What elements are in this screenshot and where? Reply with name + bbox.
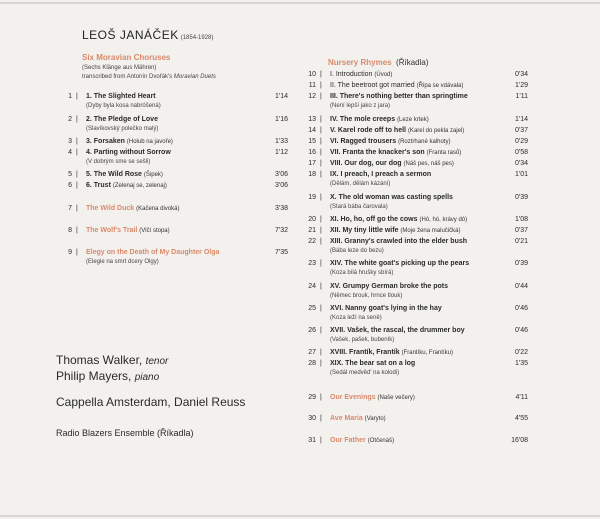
track-title	[330, 126, 464, 136]
track-original-title: (Leze krtek)	[397, 117, 429, 123]
track-title	[330, 326, 465, 335]
track-title-text: XVI. Nanny goat's lying in the hay	[330, 305, 442, 312]
track-title	[86, 115, 158, 124]
track-title-text: XII. My tiny little wife	[330, 227, 399, 234]
top-edge	[0, 2, 600, 4]
track-title-text: The Wild Duck	[86, 205, 135, 212]
track-duration: 0'46	[514, 305, 528, 312]
track-original-title: (Němec brouk, hrnce tlouk)	[330, 293, 403, 299]
track-title-text: XIV. The white goat's picking up the pears	[330, 260, 470, 267]
track-title	[330, 436, 394, 446]
track-row	[58, 248, 298, 268]
performer-piano	[56, 369, 245, 385]
track-original-title: (Bába leze do bezu)	[330, 248, 384, 254]
track-row	[302, 237, 542, 257]
track-title-text: II. The beetroot got married	[330, 82, 415, 89]
track-title	[330, 170, 431, 179]
track-row	[302, 326, 542, 346]
left-section-sub2	[82, 73, 302, 82]
composer-heading	[82, 28, 213, 42]
track-original-title: (V dobrým sme se sešli)	[86, 159, 151, 165]
track-number: 11	[308, 82, 316, 89]
track-duration: 7'32	[274, 227, 288, 234]
right-section-header	[328, 52, 429, 70]
track-duration: 3'06	[274, 171, 288, 178]
track-duration: 1'29	[514, 82, 528, 89]
track-number: 7	[68, 205, 72, 212]
bottom-edge	[0, 515, 600, 517]
track-title-text: VIII. Our dog, our dog	[330, 160, 402, 167]
track-title	[86, 226, 170, 236]
track-separator: |	[76, 171, 78, 178]
track-separator: |	[320, 82, 322, 89]
track-separator: |	[320, 437, 322, 444]
track-title-text: XV. Grumpy German broke the pots	[330, 283, 448, 290]
track-number: 26	[308, 327, 316, 334]
track-separator: |	[76, 182, 78, 189]
track-original-title: (Řipa se vdávala)	[416, 83, 464, 89]
track-original-title: (Dělám, dělám kázání)	[330, 181, 391, 187]
track-title	[330, 70, 392, 80]
track-title-text: VI. Ragged trousers	[330, 138, 397, 145]
track-number: 16	[308, 149, 316, 156]
track-separator: |	[320, 93, 322, 100]
track-title	[330, 92, 468, 101]
track-original-title: (Zelenaj se, zelenaj)	[112, 183, 167, 189]
track-separator: |	[320, 160, 322, 167]
track-title	[330, 304, 442, 313]
track-row	[302, 193, 542, 213]
track-number: 13	[308, 116, 316, 123]
left-section-sub2-italic: Moravian Duets	[173, 74, 216, 80]
track-title-text: Elegy on the Death of My Daughter Olga	[86, 249, 220, 256]
track-duration: 1'35	[514, 360, 528, 367]
track-separator: |	[320, 238, 322, 245]
track-separator: |	[320, 349, 322, 356]
track-title	[330, 282, 448, 291]
track-original-title: (Vašek, pašek, bubeník)	[330, 337, 395, 343]
track-duration: 0'34	[514, 71, 528, 78]
track-separator: |	[320, 71, 322, 78]
track-row	[58, 226, 298, 246]
track-number: 28	[308, 360, 316, 367]
track-separator: |	[76, 138, 78, 145]
track-number: 27	[308, 349, 316, 356]
track-original-title: (Koza leží na seně)	[330, 315, 382, 321]
track-number: 3	[68, 138, 72, 145]
track-original-title: (Holub na javoře)	[126, 139, 173, 145]
track-original-title: (Frantíku, Frantíku)	[401, 350, 453, 356]
track-title	[330, 226, 460, 236]
track-duration: 1'33	[274, 138, 288, 145]
left-section-sub1: (Sechs Klänge aus Mähren)	[82, 65, 157, 71]
track-title-text: 3. Forsaken	[86, 138, 125, 145]
track-duration: 3'38	[274, 205, 288, 212]
track-number: 25	[308, 305, 316, 312]
track-original-title: (Sedál medvěd' na kolodi)	[330, 370, 400, 376]
track-original-title: (Varyto)	[364, 416, 386, 422]
track-separator: |	[76, 116, 78, 123]
track-separator: |	[320, 360, 322, 367]
track-original-title: (Karel do pekla zajel)	[407, 128, 465, 134]
track-original-title: (Není lepší jako z jara)	[330, 103, 391, 109]
track-title-text: 1. The Slighted Heart	[86, 93, 156, 100]
track-number: 4	[68, 149, 72, 156]
track-number: 18	[308, 171, 316, 178]
track-title-text: XIX. The bear sat on a log	[330, 360, 416, 367]
track-number: 2	[68, 116, 72, 123]
track-number: 9	[68, 249, 72, 256]
track-original-title: (Roztrhané kalhoty)	[398, 139, 451, 145]
left-section-title: Six Moravian Choruses	[82, 53, 171, 62]
track-row	[302, 414, 542, 434]
track-row	[302, 259, 542, 279]
performer-tenor	[56, 353, 245, 369]
right-section-title: Nursery Rhymes	[328, 58, 392, 67]
track-title-text: Our Evenings	[330, 394, 376, 401]
track-original-title: (Moje žena malučičká)	[400, 228, 461, 234]
track-row	[58, 92, 298, 112]
track-original-title: (Koza bílá hrušky sbírá)	[330, 270, 394, 276]
track-title	[86, 92, 156, 101]
track-separator: |	[320, 283, 322, 290]
track-number: 19	[308, 194, 316, 201]
right-section-paren: (Říkadla)	[396, 58, 429, 67]
track-original-title: (Franta rasů)	[426, 150, 462, 156]
track-row	[58, 115, 298, 135]
tenor-name: Thomas Walker,	[56, 353, 143, 367]
track-duration: 0'58	[514, 149, 528, 156]
track-title-text: V. Karel rode off to hell	[330, 127, 406, 134]
track-duration: 0'29	[514, 138, 528, 145]
track-number: 30	[308, 415, 316, 422]
track-original-title: (Stará bába čarovala)	[330, 204, 388, 210]
track-original-title: (Náš pes, náš pes)	[403, 161, 454, 167]
track-original-title: (Naše večery)	[377, 395, 415, 401]
track-row	[302, 304, 542, 324]
left-section-sub2-text: transcribed from Antonín Dvořák's	[82, 74, 174, 80]
track-number: 29	[308, 394, 316, 401]
track-title	[330, 193, 453, 202]
track-title-text: VII. Franta the knacker's son	[330, 149, 425, 156]
track-duration: 0'44	[514, 283, 528, 290]
track-title-text: IX. I preach, I preach a sermon	[330, 171, 432, 178]
track-title	[86, 170, 163, 180]
track-separator: |	[76, 249, 78, 256]
track-row	[302, 393, 542, 413]
composer-name: LEOŠ JANÁČEK	[82, 28, 179, 42]
track-title	[330, 393, 415, 403]
track-title	[86, 148, 171, 157]
track-duration: 0'34	[514, 160, 528, 167]
track-title	[86, 248, 219, 257]
track-title-text: Our Father	[330, 437, 366, 444]
track-title	[330, 414, 386, 424]
track-separator: |	[320, 227, 322, 234]
track-title-text: X. The old woman was casting spells	[330, 194, 453, 201]
track-title-text: IV. The mole creeps	[330, 116, 396, 123]
track-number: 23	[308, 260, 316, 267]
track-row	[58, 148, 298, 168]
track-title	[330, 81, 463, 91]
track-number: 10	[308, 71, 316, 78]
track-title	[86, 137, 173, 147]
track-row	[302, 170, 542, 190]
track-duration: 1'11	[515, 93, 528, 100]
track-title	[330, 115, 429, 125]
track-duration: 1'16	[274, 116, 288, 123]
piano-role: piano	[134, 372, 160, 383]
track-row	[302, 359, 542, 379]
track-row	[58, 204, 298, 224]
track-original-title: (Úvod)	[374, 72, 393, 78]
track-duration: 4'11	[515, 394, 528, 401]
track-row	[302, 282, 542, 302]
track-number: 24	[308, 283, 316, 290]
track-separator: |	[320, 116, 322, 123]
track-title-text: XVII. Vašek, the rascal, the drummer boy	[330, 327, 465, 334]
track-title-text: 6. Trust	[86, 182, 111, 189]
track-separator: |	[320, 394, 322, 401]
track-duration: 1'12	[274, 149, 288, 156]
track-separator: |	[320, 149, 322, 156]
track-title	[330, 215, 467, 225]
track-number: 21	[308, 227, 316, 234]
track-original-title: (Kačena divoká)	[136, 206, 180, 212]
track-duration: 1'14	[514, 116, 528, 123]
track-number: 8	[68, 227, 72, 234]
track-duration: 0'37	[514, 227, 528, 234]
track-title	[330, 237, 467, 246]
track-separator: |	[320, 127, 322, 134]
performer-ensemble: Cappella Amsterdam, Daniel Reuss	[56, 395, 246, 409]
track-title-text: XIII. Granny's crawled into the elder bush	[330, 238, 468, 245]
track-number: 12	[308, 93, 316, 100]
track-title	[330, 259, 469, 268]
track-title	[330, 148, 461, 158]
track-original-title: (Hó, hó, krávy dó)	[419, 217, 468, 223]
track-duration: 0'39	[514, 260, 528, 267]
track-title-text: 5. The Wild Rose	[86, 171, 142, 178]
track-number: 1	[68, 93, 72, 100]
track-number: 5	[68, 171, 72, 178]
track-separator: |	[320, 415, 322, 422]
track-number: 15	[308, 138, 316, 145]
track-separator: |	[320, 216, 322, 223]
track-duration: 0'39	[514, 194, 528, 201]
track-duration: 0'21	[514, 238, 528, 245]
track-number: 14	[308, 127, 316, 134]
track-number: 22	[308, 238, 316, 245]
track-separator: |	[320, 305, 322, 312]
track-title-text: 4. Parting without Sorrow	[86, 149, 171, 156]
track-duration: 1'01	[514, 171, 528, 178]
track-title-text: XVIII. Frantík, Frantík	[330, 349, 400, 356]
track-separator: |	[320, 138, 322, 145]
track-row	[302, 92, 542, 112]
track-number: 31	[308, 437, 316, 444]
track-duration: 16'08	[511, 437, 528, 444]
track-duration: 1'14	[274, 93, 288, 100]
track-title	[330, 359, 415, 368]
track-separator: |	[320, 260, 322, 267]
composer-years: (1854-1928)	[180, 35, 214, 41]
track-title	[330, 348, 453, 358]
track-title-text: XI. Ho, ho, off go the cows	[330, 216, 418, 223]
track-duration: 3'06	[274, 182, 288, 189]
track-title-text: Ave Maria	[330, 415, 363, 422]
track-original-title: (Dyby byla kosa nabróšená)	[86, 103, 161, 109]
track-number: 20	[308, 216, 316, 223]
performer-radio: Radio Blazers Ensemble (Říkadla)	[56, 428, 194, 438]
track-title-text: III. There's nothing better than springtime	[330, 93, 468, 100]
track-duration: 4'55	[514, 415, 528, 422]
track-separator: |	[76, 205, 78, 212]
piano-name: Philip Mayers,	[56, 369, 132, 383]
track-separator: |	[320, 194, 322, 201]
track-title-text: 2. The Pledge of Love	[86, 116, 158, 123]
left-section-header	[82, 52, 302, 82]
track-title-text: I. Introduction	[330, 71, 373, 78]
track-row	[302, 436, 542, 456]
track-number: 6	[68, 182, 72, 189]
track-separator: |	[320, 327, 322, 334]
track-title	[86, 204, 179, 214]
track-separator: |	[76, 149, 78, 156]
track-separator: |	[76, 227, 78, 234]
track-title	[86, 181, 167, 191]
tenor-role: tenor	[145, 356, 169, 367]
track-duration: 0'22	[514, 349, 528, 356]
track-original-title: (Vlčí stopa)	[139, 228, 170, 234]
track-row	[58, 181, 298, 201]
track-title	[330, 137, 450, 147]
track-original-title: (Slavíkovský polečko malý)	[86, 126, 159, 132]
track-separator: |	[76, 93, 78, 100]
track-original-title: (Šipek)	[143, 172, 163, 178]
track-title-text: The Wolf's Trail	[86, 227, 138, 234]
track-number: 17	[308, 160, 316, 167]
track-original-title: (Elegie na smrt dcery Olgy)	[86, 259, 159, 265]
track-original-title: (Otčenáš)	[367, 438, 395, 444]
track-duration: 0'37	[514, 127, 528, 134]
track-duration: 0'46	[514, 327, 528, 334]
track-title	[330, 159, 454, 169]
credits	[56, 353, 245, 441]
track-duration: 7'35	[274, 249, 288, 256]
track-separator: |	[320, 171, 322, 178]
track-duration: 1'08	[514, 216, 528, 223]
